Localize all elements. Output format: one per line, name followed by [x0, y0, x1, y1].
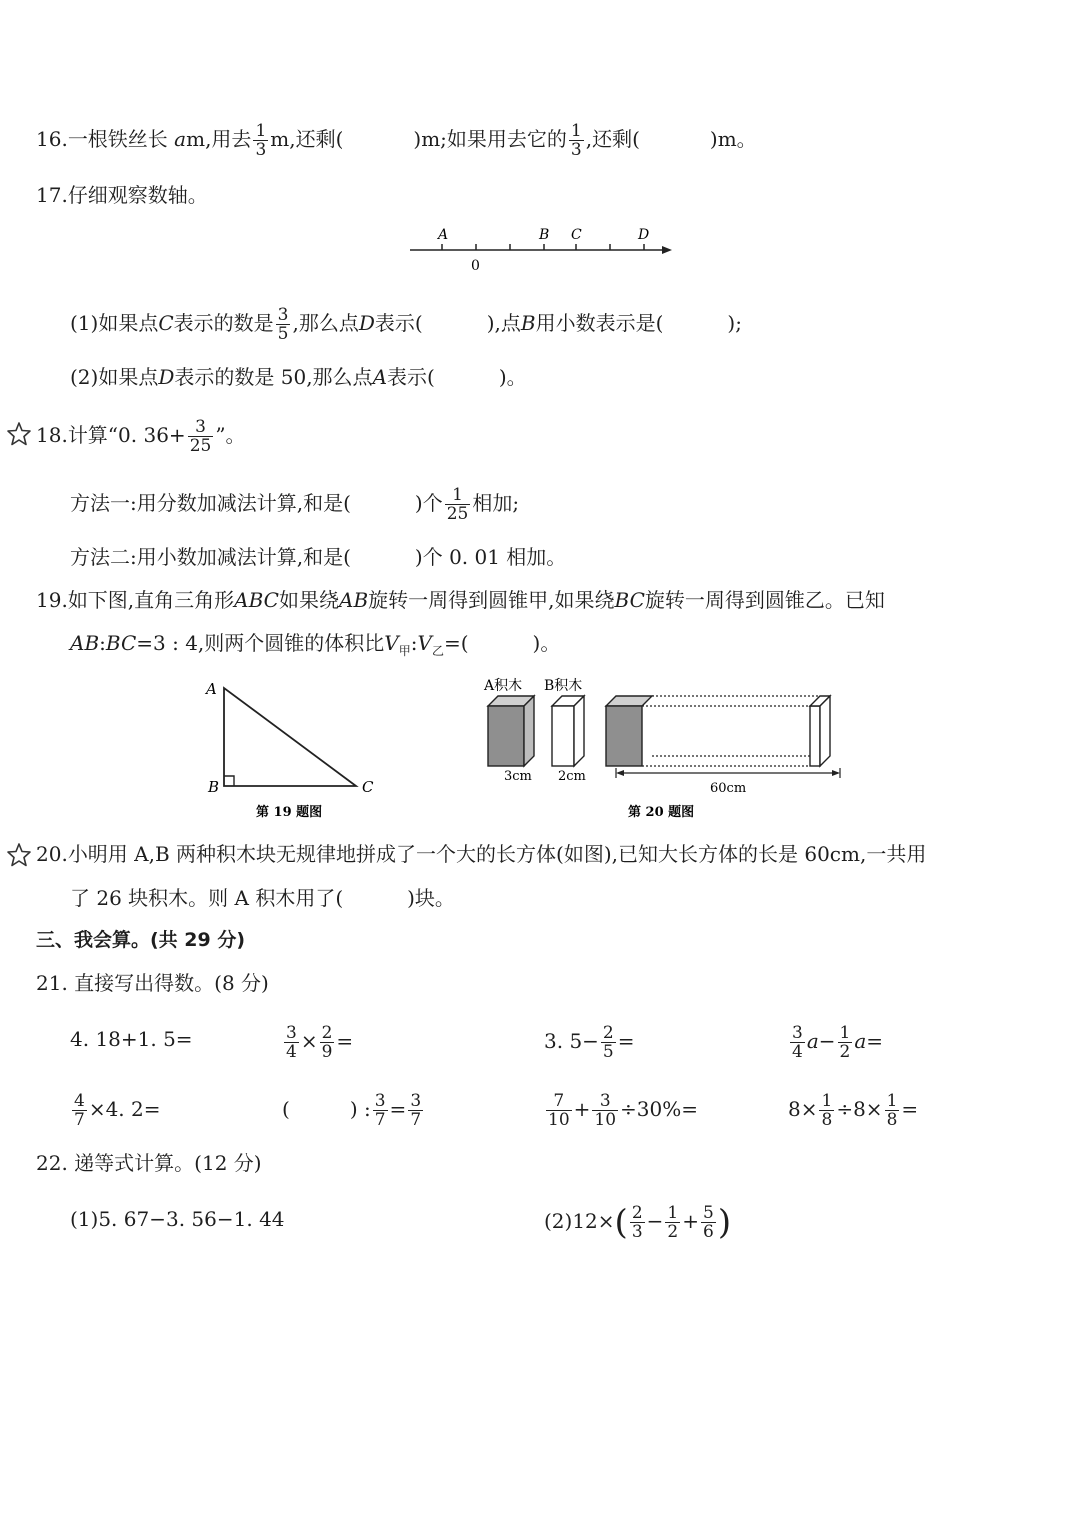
axis-label-b: B: [539, 227, 550, 243]
q19-line1: 19.如下图,直角三角形ABC如果绕AB旋转一周得到圆锥甲,如果绕BC旋转一周得到圆锥乙。已知: [36, 588, 885, 612]
fraction: $\frac{3}{25}$: [189, 417, 212, 456]
figure-19-caption: 第 19 题图: [256, 805, 323, 820]
fraction: $\frac{5}{6}$: [703, 1203, 714, 1242]
star-icon: [6, 842, 32, 868]
fraction: $\frac{3}{5}$: [277, 305, 289, 344]
q18-method1: 方法一:用分数加减法计算,和是( )个 $\frac{1}{25}$ 相加;: [70, 485, 520, 524]
fraction: $\frac{1}{25}$: [446, 485, 469, 524]
q18-method2: 方法二:用小数加减法计算,和是( )个 0. 01 相加。: [70, 545, 567, 569]
triangle-figure: [200, 676, 390, 824]
fraction: $\frac{1}{2}$: [667, 1203, 679, 1242]
figure-20-caption: 第 20 题图: [628, 805, 695, 820]
star-icon: [6, 421, 32, 447]
fraction: $\frac{1}{8}$: [821, 1091, 833, 1130]
q20-number: 20.: [36, 842, 68, 866]
axis-label-c: C: [571, 227, 582, 243]
fraction: $\frac{7}{10}$: [548, 1091, 570, 1130]
vertex-a-label: A: [206, 680, 217, 698]
q22-part1: (1)5. 67−3. 56−1. 44: [70, 1207, 285, 1231]
fraction: $\frac{1}{8}$: [886, 1091, 898, 1130]
q21-expr-6: ( ) : $\frac{3}{7}$ = $\frac{3}{7}$: [282, 1091, 422, 1130]
block-a-width: 3cm: [504, 769, 532, 784]
vertex-b-label: B: [208, 778, 220, 796]
q17-line: 17.仔细观察数轴。: [36, 183, 208, 207]
q21-expr-5: $\frac{4}{7}$ ×4. 2=: [74, 1091, 161, 1130]
number-line: [400, 222, 680, 278]
q21-expr-1: 4. 18+1. 5=: [70, 1027, 193, 1051]
block-b-width: 2cm: [558, 769, 586, 784]
q22-title: 22. 递等式计算。(12 分): [36, 1151, 262, 1175]
q20-line2: 了 26 块积木。则 A 积木用了( )块。: [70, 886, 455, 910]
fraction: $\frac{1}{3}$: [255, 121, 267, 160]
q17-part1: (1)如果点C表示的数是 $\frac{3}{5}$ ,那么点D表示( ),点B用小数表示是( );: [70, 305, 742, 344]
q18-line: 18.计算“0. 36+ $\frac{3}{25}$ ”。: [36, 417, 246, 456]
q19-number: 19.: [36, 588, 68, 612]
axis-label-d: D: [638, 227, 650, 243]
q21-expr-2: $\frac{3}{4}$ × $\frac{2}{9}$ =: [286, 1023, 354, 1062]
q20-line1: 20.小明用 A,B 两种积木块无规律地拼成了一个大的长方体(如图),已知大长方体的长是 60cm,一共用: [36, 842, 927, 866]
q21-expr-8: 8× $\frac{1}{8}$ ÷8× $\frac{1}{8}$ =: [788, 1091, 919, 1130]
q21-title: 21. 直接写出得数。(8 分): [36, 971, 269, 995]
fraction: $\frac{2}{5}$: [602, 1023, 614, 1062]
block-a-label: A积木: [484, 678, 523, 694]
fraction: $\frac{3}{7}$: [374, 1091, 386, 1130]
section-3-heading: 三、我会算。(共 29 分): [36, 929, 246, 951]
vertex-c-label: C: [362, 778, 374, 796]
q19-line2: AB:BC=3 : 4,则两个圆锥的体积比$V_甲:V_乙=$( )。: [70, 631, 561, 658]
q16-number: 16.: [36, 127, 68, 151]
fraction: $\frac{1}{2}$: [839, 1023, 851, 1062]
q16-line: 16.一根铁丝长 am,用去 $\frac{1}{3}$ m,还剩( )m;如果用去它的 $\frac{1}{3}$ ,还剩( )m。: [36, 121, 757, 160]
fraction: $\frac{3}{4}$: [286, 1023, 297, 1062]
fraction: $\frac{1}{3}$: [570, 121, 582, 160]
q22-part2: (2)12×( $\frac{2}{3}$ − $\frac{1}{2}$ + $\frac{5}{6}$ ): [544, 1202, 732, 1243]
length-label: 60cm: [710, 781, 747, 796]
blocks-figure: [478, 672, 858, 828]
q17-part2: (2)如果点D表示的数是 50,那么点A表示( )。: [70, 365, 527, 389]
q21-expr-7: $\frac{7}{10}$ + $\frac{3}{10}$ ÷30%=: [548, 1091, 699, 1130]
block-b-label: B积木: [544, 678, 583, 694]
axis-label-a: A: [438, 227, 449, 243]
q18-number: 18.: [36, 423, 68, 447]
fraction: $\frac{4}{7}$: [74, 1091, 85, 1130]
fraction: $\frac{3}{7}$: [410, 1091, 422, 1130]
q17-number: 17.: [36, 183, 68, 207]
fraction: $\frac{3}{10}$: [594, 1091, 617, 1130]
fraction: $\frac{3}{4}$: [792, 1023, 803, 1062]
q21-expr-4: $\frac{3}{4}$ a− $\frac{1}{2}$ a=: [792, 1023, 884, 1062]
q21-expr-3: 3. 5− $\frac{2}{5}$ =: [544, 1023, 635, 1062]
fraction: $\frac{2}{9}$: [321, 1023, 333, 1062]
axis-zero-label: 0: [471, 258, 480, 274]
fraction: $\frac{2}{3}$: [631, 1203, 643, 1242]
